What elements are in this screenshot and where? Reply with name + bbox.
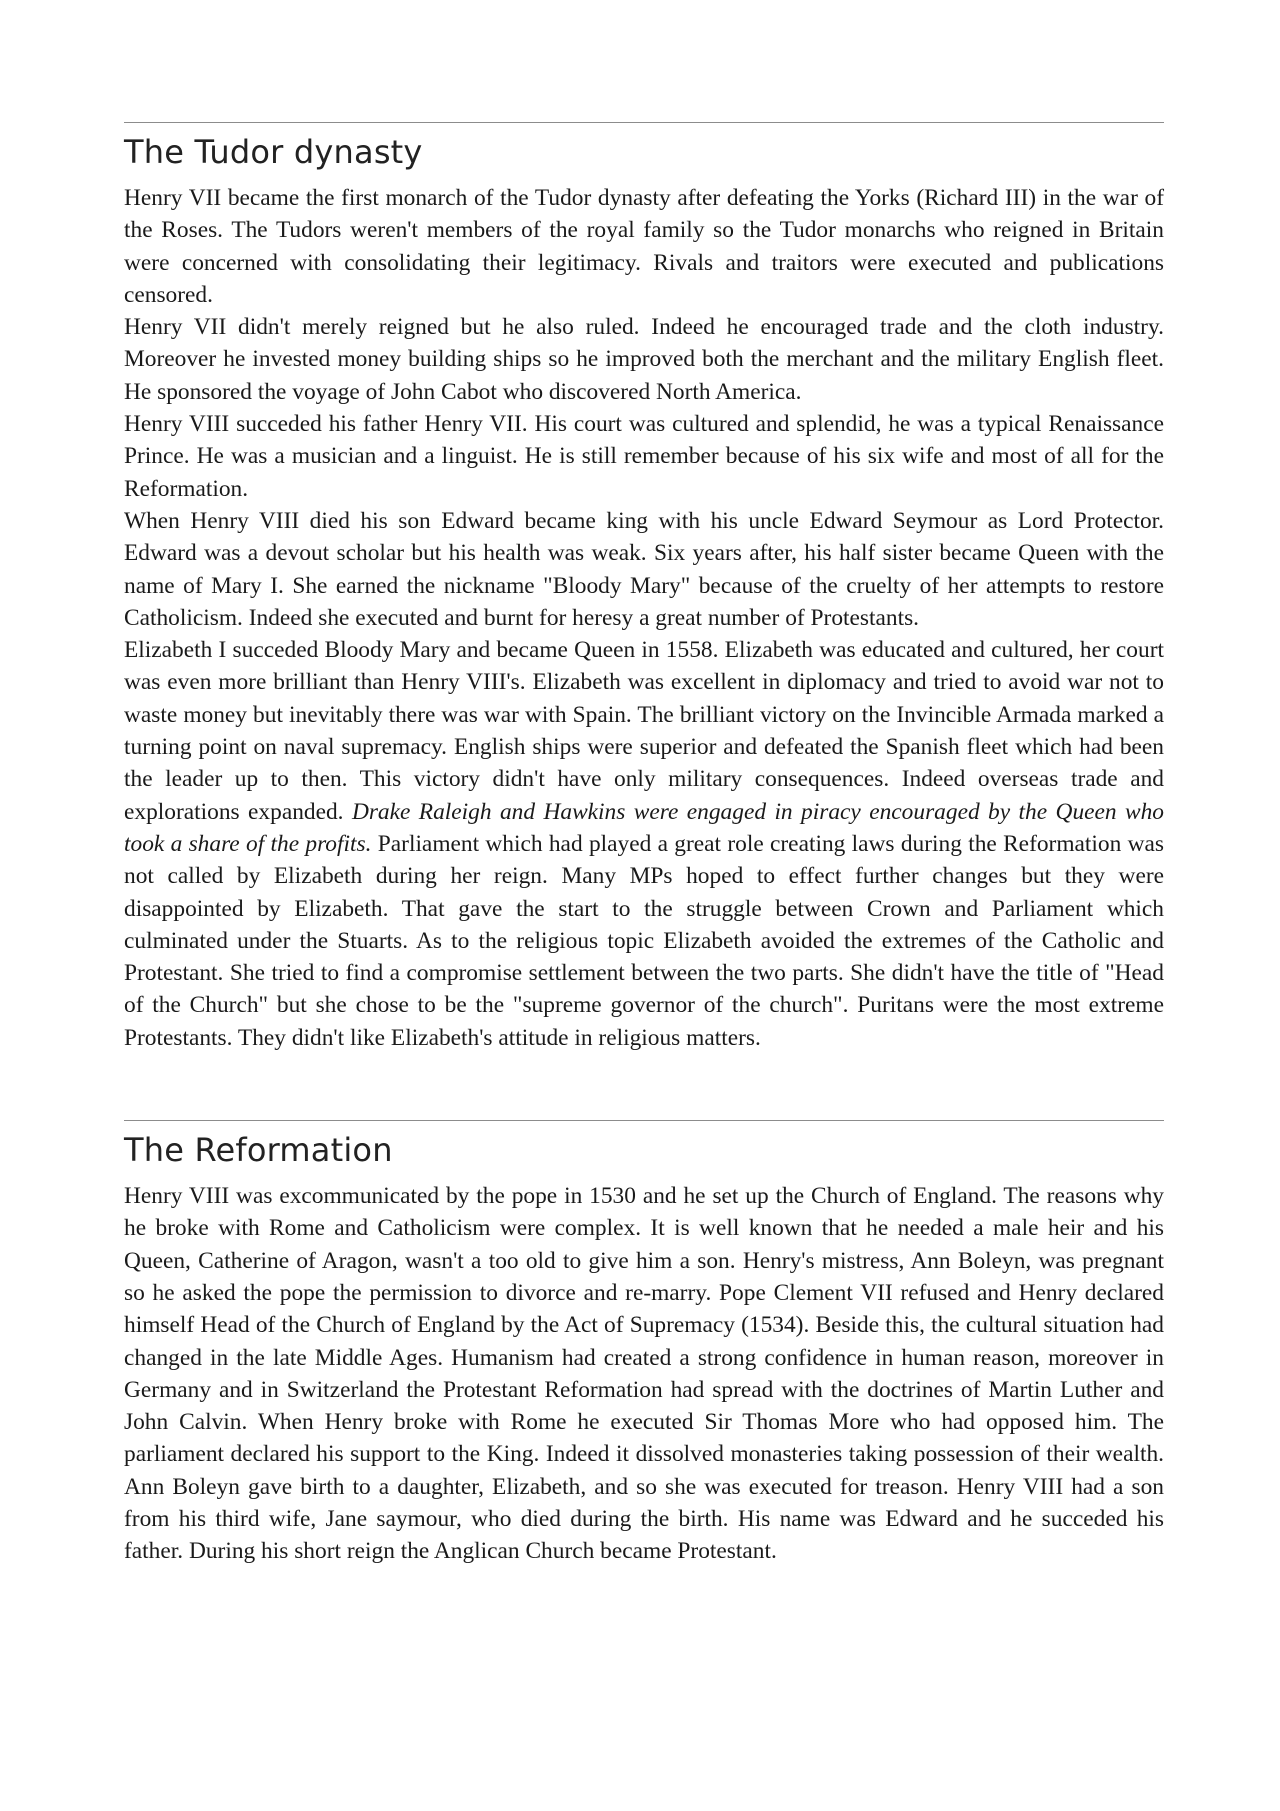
paragraph-text: Parliament which had played a great role creating laws during the Reformation was not called by Elizabeth during her reign. Many MPs hoped to effect further changes but they were disappointed by Elizabeth. That gave the start to the struggle between Crown and Parliament which culminated under the Stuarts. As to the religious topic Elizabeth avoided the extremes of the Catholic and Protestant. She tried to find a compromise settlement between the two parts. She didn't have the title of "Head of the Church" but she chose to be the "supreme governor of the church". Puritans were the most extreme Protestants. They didn't like Elizabeth's attitude in religious matters. xyxy=(124,830,1164,1051)
section-tudor-dynasty xyxy=(124,122,1164,1054)
section-title: The Reformation xyxy=(124,1131,393,1170)
paragraph-henry-vii-first-monarch: Henry VII became the first monarch of the Tudor dynasty after defeating the Yorks (Richard III) in the war of the Roses. The Tudors weren't members of the royal family so the Tudor monarchs who reigned in Britain were concerned with consolidating their legitimacy. Rivals and traitors were executed and publications censored. xyxy=(124,185,1164,308)
paragraph-reformation: Henry VIII was excommunicated by the pope in 1530 and he set up the Church of England. The reasons why he broke with Rome and Catholicism were complex. It is well known that he needed a male heir and his Queen, Catherine of Aragon, wasn't a too old to give him a son. Henry's mistress, Ann Boleyn, was pregnant so he asked the pope the permission to divorce and re-marry. Pope Clement VII refused and Henry declared himself Head of the Church of England by the Act of Supremacy (1534). Beside this, the cultural situation had changed in the late Middle Ages. Humanism had created a strong confidence in human reason, moreover in Germany and in Switzerland the Protestant Reformation had spread with the doctrines of Martin Luther and John Calvin. When Henry broke with Rome he executed Sir Thomas More who had opposed him. The parliament declared his support to the King. Indeed it dissolved monasteries taking possession of their wealth. Ann Boleyn gave birth to a daughter, Elizabeth, and so she was executed for treason. Henry VIII had a son from his third wife, Jane saymour, who died during the birth. His name was Edward and he succeded his father. During his short reign the Anglican Church became Protestant. xyxy=(124,1183,1164,1565)
paragraph-edward-and-mary: When Henry VIII died his son Edward became king with his uncle Edward Seymour as Lord Protector. Edward was a devout scholar but his health was weak. Six years after, his half sister became Queen with the name of Mary I. She earned the nickname "Bloody Mary" because of the cruelty of her attempts to restore Catholicism. Indeed she executed and burnt for heresy a great number of Protestants. xyxy=(124,507,1164,631)
section-divider xyxy=(124,1120,1164,1121)
document-page xyxy=(124,122,1164,1568)
section-divider xyxy=(124,122,1164,123)
paragraph-henry-viii: Henry VIII succeded his father Henry VII. His court was cultured and splendid, he was a typical Renaissance Prince. He was a musician and a linguist. He is still remember because of his six wife and most of all for the Reformation. xyxy=(124,411,1164,502)
paragraph-henry-vii-ruled: Henry VII didn't merely reigned but he also ruled. Indeed he encouraged trade and the cloth industry. Moreover he invested money building ships so he improved both the merchant and the military English fleet. He sponsored the voyage of John Cabot who discovered North America. xyxy=(124,314,1164,405)
section-title: The Tudor dynasty xyxy=(124,133,423,171)
paragraph-text: Elizabeth I succeded Bloody Mary and became Queen in 1558. Elizabeth was educated and cultured, her court was even more brilliant than Henry VIII's. Elizabeth was excellent in diplomacy and tried to avoid war not to waste money but inevitably there was war with Spain. The brilliant victory on the Invincible Armada marked a turning point on naval supremacy. English ships were superior and defeated the Spanish fleet which had been the leader up to then. This victory didn't have only military consequences. Indeed overseas trade and explorations expanded. xyxy=(124,637,1164,825)
italic-emphasis: Drake Raleigh and Hawkins were engaged in piracy encouraged by the Queen who took a share of the profits. xyxy=(124,798,1165,857)
section-reformation xyxy=(124,1120,1164,1568)
paragraph-elizabeth-i xyxy=(124,634,1164,1054)
